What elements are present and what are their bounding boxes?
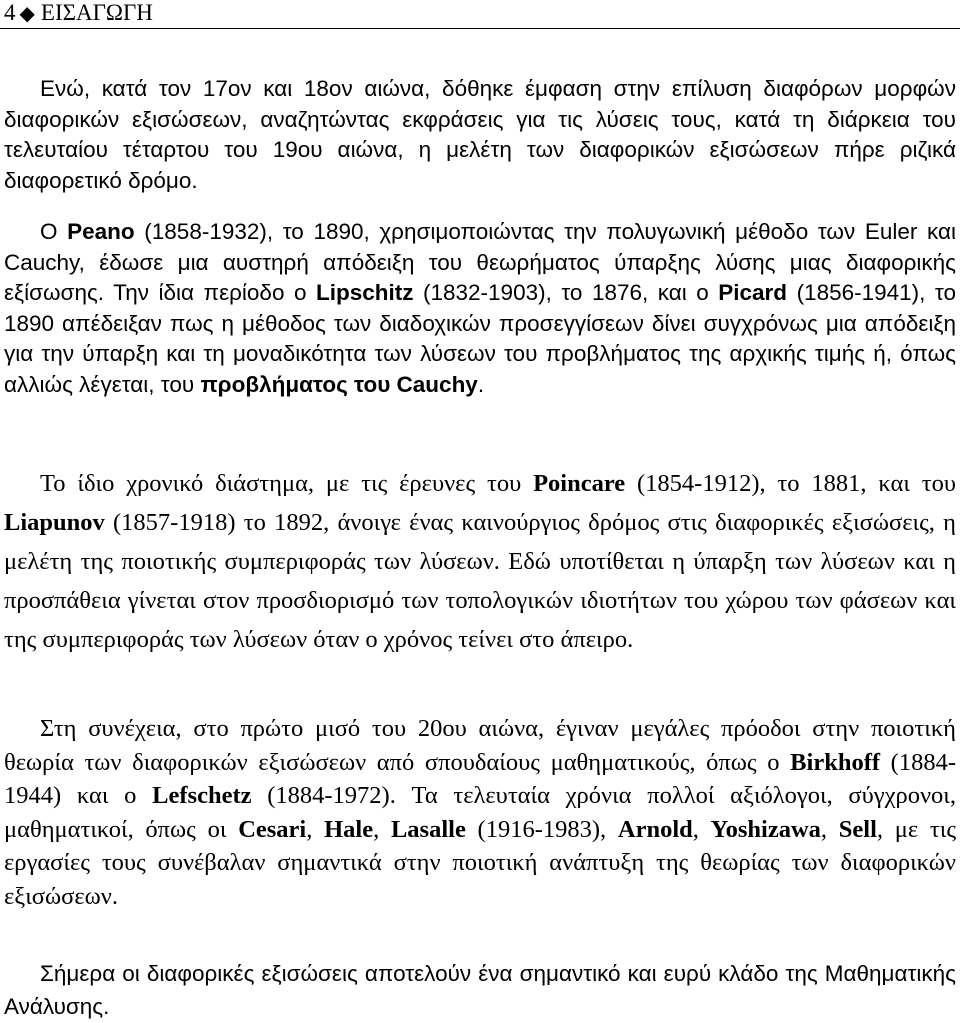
paragraph-peano <box>4 217 956 400</box>
text-run: (1884-1944) και ο <box>4 748 956 809</box>
paragraph-poincare <box>4 464 956 659</box>
text-run: (1854-1912), το 1881, και του <box>625 470 957 497</box>
paragraph-intro-text: Ενώ, κατά τον 17ον και 18ον αιώνα, δόθηκε έμφαση στην επίλυση διαφόρων μορφών διαφορικών εξισώσεων, αναζητώντας εκφράσεις για τις λύσεις τους, κατά τη διάρκεια του τελευταίου τέταρτου του 19ου αιώνα, η μελέτη των διαφορικών εξισώσεων πήρε ριζικά διαφορετικό δρόμο. <box>4 76 956 193</box>
name-lipschitz: Lipschitz <box>315 280 414 305</box>
text-run: , <box>373 815 391 843</box>
text-run: , με τις εργασίες τους συνέβαλαν σημαντικά στην ποιοτική ανάπτυξη της θεωρίας των διαφορικών εξισώσεων. <box>4 815 957 910</box>
text-run: (1832-1903), το 1876, και ο <box>413 280 719 305</box>
name-hale: Hale <box>324 815 374 843</box>
paragraph-intro <box>4 74 956 196</box>
text-run: Ο <box>40 219 68 244</box>
text-run: , <box>692 815 711 843</box>
paragraph-conclusion-text: Σήμερα οι διαφορικές εξισώσεις αποτελούν ένα σημαντικό και ευρύ κλάδο της Μαθηματικής Ανάλυσης. <box>4 961 956 1019</box>
paragraph-twentieth-century <box>4 712 956 913</box>
name-birkhoff: Birkhoff <box>790 748 881 776</box>
running-header <box>0 0 960 29</box>
text-run: (1884-1972). Τα τελευταία χρόνια πολλοί αξιόλογοι, σύγχρονοι, μαθηματικοί, όπως οι <box>4 782 956 843</box>
term-cauchy-problem: προβλήματος του Cauchy <box>200 371 478 397</box>
text-run: Το ίδιο χρονικό διάστημα, με τις έρευνες του <box>40 470 534 497</box>
text-run: (1857-1918) το 1892, άνοιγε ένας καινούργιος δρόμος στις διαφορικές εξισώσεις, η μελέτη της ποιοτικής συμπεριφοράς των λύσεων. Εδώ υποτίθεται η ύπαρξη των λύσεων και η προσπάθεια γίνεται στον προσδιορισμό των τοπολογικών ιδιοτήτων του χώρου των φάσεων και της συμπεριφοράς των λύσεων όταν ο χρόνος τείνει στο άπειρο. <box>4 509 956 653</box>
name-peano: Peano <box>67 219 135 244</box>
name-sell: Sell <box>838 815 877 843</box>
text-run: (1856-1941), το 1890 απέδειξαν πως η μέθοδος των διαδοχικών προσεγγίσεων δίνει συγχρόνως μια απόδειξη για την ύπαρξη και τη μοναδικότητα των λύσεων του προβλήματος της αρχικής τιμής ή, όπως αλλιώς λέγεται, του <box>4 280 956 397</box>
name-poincare: Poincare <box>533 470 626 497</box>
text-run: , <box>306 815 325 843</box>
text-run: (1858-1932), το 1890, χρησιμοποιώντας την πολυγωνική μέθοδο των Euler και Cauchy, έδωσε μια αυστηρή απόδειξη του θεωρήματος ύπαρξης λύσης μιας διαφορικής εξίσωσης. Την ίδια περίοδο ο <box>4 219 956 305</box>
name-lasalle: Lasalle <box>390 815 466 843</box>
text-run: Στη συνέχεια, στο πρώτο μισό του 20ου αιώνα, έγιναν μεγάλες πρόοδοι στην ποιοτική θεωρία των διαφορικών εξισώσεων από σπουδαίους μαθηματικούς, όπως ο <box>4 715 956 776</box>
name-cesari: Cesari <box>238 815 307 843</box>
name-arnold: Arnold <box>617 815 693 843</box>
name-liapunov: Liapunov <box>4 509 105 536</box>
diamond-icon: ◆ <box>19 3 35 25</box>
paragraph-conclusion <box>4 957 956 1023</box>
chapter-title: ΕΙΣΑΓΩΓΗ <box>40 0 153 25</box>
text-run: , <box>820 815 839 843</box>
text-run: (1916-1983), <box>465 815 618 843</box>
name-picard: Picard <box>718 280 788 305</box>
page-number: 4 <box>4 0 16 25</box>
name-yoshizawa: Yoshizawa <box>710 815 821 843</box>
name-lefschetz: Lefschetz <box>152 782 252 809</box>
text-run: . <box>477 371 485 397</box>
